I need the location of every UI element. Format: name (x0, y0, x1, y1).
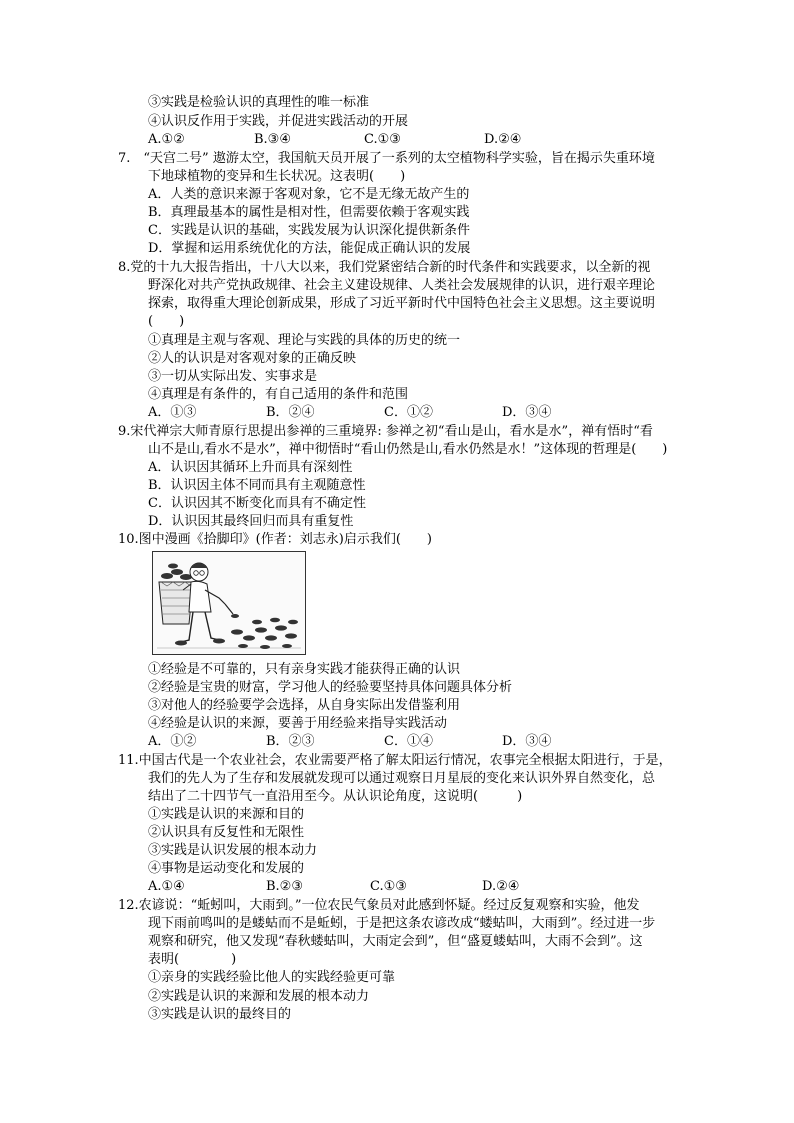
q11-stem-line-1: 11.中国古代是一个农业社会，农业需要严格了解太阳运行情况，农事完全根据太阳进行，于是， (118, 753, 672, 768)
q10-statement-2: ②经验是宝贵的财富，学习他人的经验要坚持具体问题具体分析 (148, 680, 513, 695)
q6-option-d: D.②④ (484, 132, 522, 147)
q11-options (148, 878, 519, 896)
cartoon-figure (152, 551, 306, 655)
q6-option-a: A.①② (148, 132, 185, 147)
q10-option-b: B．②③ (266, 734, 315, 749)
q11-stem-line-2: 我们的先人为了生存和发展就发现可以通过观察日月星辰的变化来认识外界自然变化，总 (148, 771, 656, 786)
q10-option-c: C．①④ (384, 734, 433, 749)
q9-stem-line-2: 山不是山,看水不是水”，禅中彻悟时“看山仍然是山,看水仍然是水！”这体现的哲理是( ) (148, 442, 668, 457)
q7-option-b: B．真理最基本的属性是相对性，但需要依赖于客观实践 (148, 205, 470, 220)
q8-stem-line-2: 野深化对共产党执政规律、社会主义建设规律、人类社会发展规律的认识，进行艰辛理论 (148, 278, 656, 293)
q11-option-a: A.①④ (148, 879, 185, 894)
q9-option-c: C．认识因其不断变化而具有不确定性 (148, 496, 366, 511)
q11-option-d: D.②④ (482, 879, 520, 894)
q10-statement-3: ③对他人的经验要学会选择，从自身实际出发借鉴利用 (148, 698, 461, 713)
footprint-cartoon-image (153, 552, 305, 654)
q9-option-d: D．认识因其最终回归而具有重复性 (148, 514, 354, 529)
q9-stem-line-1: 9.宋代禅宗大师青原行思提出参禅的三重境界: 参禅之初“看山是山，看水是水”，禅有悟时“看 (118, 424, 653, 439)
q7-option-a: A．人类的意识来源于客观对象，它不是无缘无故产生的 (148, 187, 470, 202)
q8-option-b: B．②④ (266, 405, 315, 420)
q11-statement-4: ④事物是运动变化和发展的 (148, 861, 305, 876)
q10-statement-1: ①经验是不可靠的，只有亲身实践才能获得正确的认识 (148, 662, 461, 677)
q6-option-b: B.③④ (254, 132, 291, 147)
q11-statement-2: ②认识具有反复性和无限性 (148, 825, 305, 840)
q12-statement-1: ①亲身的实践经验比他人的实践经验更可靠 (148, 970, 396, 985)
q12-stem-line-1: 12.农谚说：“蚯蚓叫，大雨到。”一位农民气象员对此感到怀疑。经过反复观察和实验，他发 (118, 898, 640, 913)
q8-stem-line-4: ( ) (148, 314, 185, 329)
q10-option-a: A．①② (148, 734, 197, 749)
q9-option-a: A．认识因其循环上升而具有深刻性 (148, 460, 353, 475)
q7-stem-line-2: 下地球植物的变异和生长状况。这表明( ) (148, 169, 406, 184)
q6-statement-4: ④认识反作用于实践，并促进实践活动的开展 (148, 114, 409, 129)
q6-options (148, 131, 521, 149)
q11-option-b: B.②③ (266, 879, 303, 894)
q6-statement-3: ③实践是检验认识的真理性的唯一标准 (148, 95, 370, 110)
q12-statement-3: ③实践是认识的最终目的 (148, 1007, 292, 1022)
q12-statement-2: ②实践是认识的来源和发展的根本动力 (148, 989, 370, 1004)
q12-stem-line-4: 表明( ) (148, 952, 237, 967)
q8-stem-line-3: 探索，取得重大理论创新成果，形成了习近平新时代中国特色社会主义思想。这主要说明 (148, 296, 656, 311)
q8-option-a: A．①③ (148, 405, 197, 420)
q8-stem-line-1: 8.党的十九大报告指出，十八大以来，我们党紧密结合新的时代条件和实践要求，以全新的视 (118, 260, 651, 275)
q7-stem-line-1: 7. “天宫二号” 遨游太空，我国航天员开展了一系列的太空植物科学实验，旨在揭示失重环境 (118, 151, 655, 166)
q11-statement-1: ①实践是认识的来源和目的 (148, 807, 305, 822)
q7-option-c: C．实践是认识的基础，实践发展为认识深化提供新条件 (148, 223, 470, 238)
q8-statement-1: ①真理是主观与客观、理论与实践的具体的历史的统一 (148, 333, 461, 348)
q11-stem-line-3: 结出了二十四节气一直沿用至今。从认识论角度，这说明( ) (148, 789, 523, 804)
q12-stem-line-3: 观察和研究，他又发现“春秋蝼蛄叫，大雨定会到”，但“盛夏蝼蛄叫，大雨不会到”。这 (148, 934, 643, 949)
q10-option-d: D．③④ (502, 734, 552, 749)
q6-option-c: C.①③ (364, 132, 401, 147)
q8-option-c: C．①② (384, 405, 433, 420)
q12-stem-line-2: 现下雨前鸣叫的是蝼蛄而不是蚯蚓，于是把这条农谚改成“蝼蛄叫，大雨到”。经过进一步 (148, 916, 656, 931)
q10-statement-4: ④经验是认识的来源，要善于用经验来指导实践活动 (148, 716, 448, 731)
q11-option-c: C.①③ (370, 879, 407, 894)
q10-stem: 10.图中漫画《拾脚印》(作者：刘志永)启示我们( ) (118, 532, 432, 547)
q10-options (148, 733, 620, 751)
q8-option-d: D．③④ (502, 405, 552, 420)
q8-statement-2: ②人的认识是对客观对象的正确反映 (148, 351, 357, 366)
q8-statement-4: ④真理是有条件的，有自己适用的条件和范围 (148, 387, 409, 402)
q11-statement-3: ③实践是认识发展的根本动力 (148, 843, 318, 858)
q7-option-d: D．掌握和运用系统优化的方法，能促成正确认识的发展 (148, 241, 471, 256)
q8-options (148, 404, 620, 422)
q8-statement-3: ③一切从实际出发、实事求是 (148, 369, 318, 384)
q9-option-b: B．认识因主体不同而具有主观随意性 (148, 478, 366, 493)
